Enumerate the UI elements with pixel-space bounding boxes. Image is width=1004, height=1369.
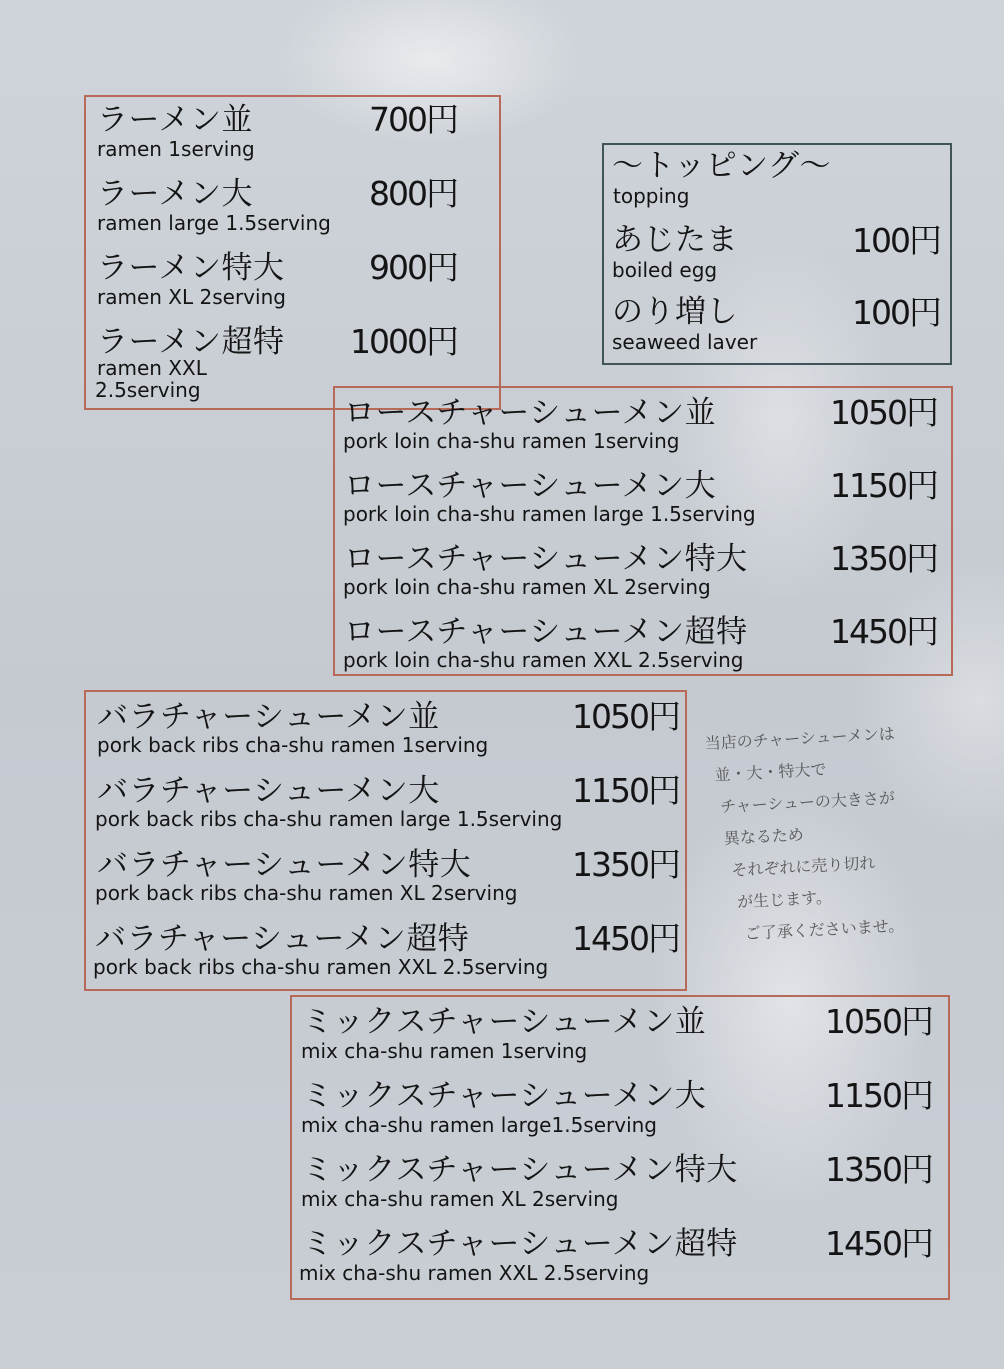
item-name-en: mix cha-shu ramen XL 2serving xyxy=(301,1187,619,1211)
item-name-en-line2: 2.5serving xyxy=(95,378,201,402)
item-price: 900円 xyxy=(369,248,457,287)
item-price: 1150円 xyxy=(830,466,937,505)
item-name-en: mix cha-shu ramen 1serving xyxy=(301,1039,588,1063)
item-name-jp: ロースチャーシューメン並 xyxy=(344,395,717,431)
item-price: 800円 xyxy=(369,174,457,213)
note-line: 当店のチャーシューメンは xyxy=(704,724,896,753)
item-price: 1350円 xyxy=(572,845,679,884)
item-name-en: pork loin cha-shu ramen XL 2serving xyxy=(343,575,711,599)
item-name-en: pork loin cha-shu ramen large 1.5serving xyxy=(343,502,756,526)
item-price: 1450円 xyxy=(825,1224,932,1263)
item-price: 1050円 xyxy=(830,393,937,432)
item-name-en: pork back ribs cha-shu ramen 1serving xyxy=(97,733,489,757)
item-name-en: pork back ribs cha-shu ramen large 1.5serving xyxy=(95,807,563,831)
item-price: 100円 xyxy=(852,293,940,332)
item-price: 1350円 xyxy=(830,539,937,578)
topping-menu-box xyxy=(602,143,952,365)
topping-title: ～トッピング～ xyxy=(612,148,831,184)
item-name-jp: ミックスチャーシューメン特大 xyxy=(302,1152,738,1188)
item-name-jp: ミックスチャーシューメン大 xyxy=(302,1078,707,1114)
note-line: ご了承くださいませ。 xyxy=(744,915,905,944)
item-name-jp: ラーメン並 xyxy=(97,102,253,138)
item-name-jp: バラチャーシューメン並 xyxy=(97,699,440,735)
item-name-jp: バラチャーシューメン大 xyxy=(97,773,440,809)
item-name-en: pork loin cha-shu ramen XXL 2.5serving xyxy=(343,648,744,672)
item-name-en: ramen XXL xyxy=(97,356,207,380)
item-name-jp: ラーメン超特 xyxy=(97,324,285,360)
item-name-en: boiled egg xyxy=(612,258,718,282)
item-price: 1050円 xyxy=(572,697,679,736)
item-name-en: seaweed laver xyxy=(612,330,758,354)
note-line: 並・大・特大で xyxy=(713,759,827,785)
item-name-en: mix cha-shu ramen XXL 2.5serving xyxy=(299,1261,650,1285)
note-line: 異なるため xyxy=(723,824,805,849)
handwritten-note xyxy=(704,715,955,951)
item-name-jp: バラチャーシューメン超特 xyxy=(95,921,470,957)
item-price: 1450円 xyxy=(830,612,937,651)
item-name-en: pork back ribs cha-shu ramen XL 2serving xyxy=(95,881,518,905)
item-name-jp: ラーメン特大 xyxy=(97,250,285,286)
item-price: 700円 xyxy=(369,100,457,139)
item-name-jp: バラチャーシューメン特大 xyxy=(97,847,472,883)
item-name-jp: のり増し xyxy=(612,294,738,330)
pork-loin-menu-box xyxy=(333,386,953,676)
item-name-jp: ミックスチャーシューメン超特 xyxy=(302,1226,738,1262)
item-name-jp: ラーメン大 xyxy=(97,176,253,212)
note-line: チャーシューの大きさが xyxy=(719,788,896,817)
item-price: 100円 xyxy=(852,221,940,260)
mix-menu-box xyxy=(290,995,950,1300)
item-price: 1350円 xyxy=(825,1150,932,1189)
item-name-jp: あじたま xyxy=(612,222,738,258)
item-price: 1450円 xyxy=(572,919,679,958)
item-name-jp: ミックスチャーシューメン並 xyxy=(302,1004,707,1040)
item-name-jp: ロースチャーシューメン特大 xyxy=(344,541,748,577)
item-name-en: ramen XL 2serving xyxy=(97,285,286,309)
item-name-jp: ロースチャーシューメン大 xyxy=(344,468,717,504)
ramen-menu-box xyxy=(84,95,501,410)
topping-subtitle: topping xyxy=(613,184,690,208)
item-name-en: ramen large 1.5serving xyxy=(97,211,331,235)
item-name-en: pork loin cha-shu ramen 1serving xyxy=(343,429,680,453)
item-name-en: mix cha-shu ramen large1.5serving xyxy=(301,1113,658,1137)
item-price: 1150円 xyxy=(572,771,679,810)
note-line: が生じます。 xyxy=(736,887,833,912)
item-price: 1150円 xyxy=(825,1076,932,1115)
note-line: それぞれに売り切れ xyxy=(730,853,876,880)
item-name-en: ramen 1serving xyxy=(97,137,255,161)
item-price: 1050円 xyxy=(825,1002,932,1041)
item-name-en: pork back ribs cha-shu ramen XXL 2.5serving xyxy=(93,955,549,979)
pork-ribs-menu-box xyxy=(84,690,687,991)
item-name-jp: ロースチャーシューメン超特 xyxy=(344,614,748,650)
item-price: 1000円 xyxy=(350,322,457,361)
